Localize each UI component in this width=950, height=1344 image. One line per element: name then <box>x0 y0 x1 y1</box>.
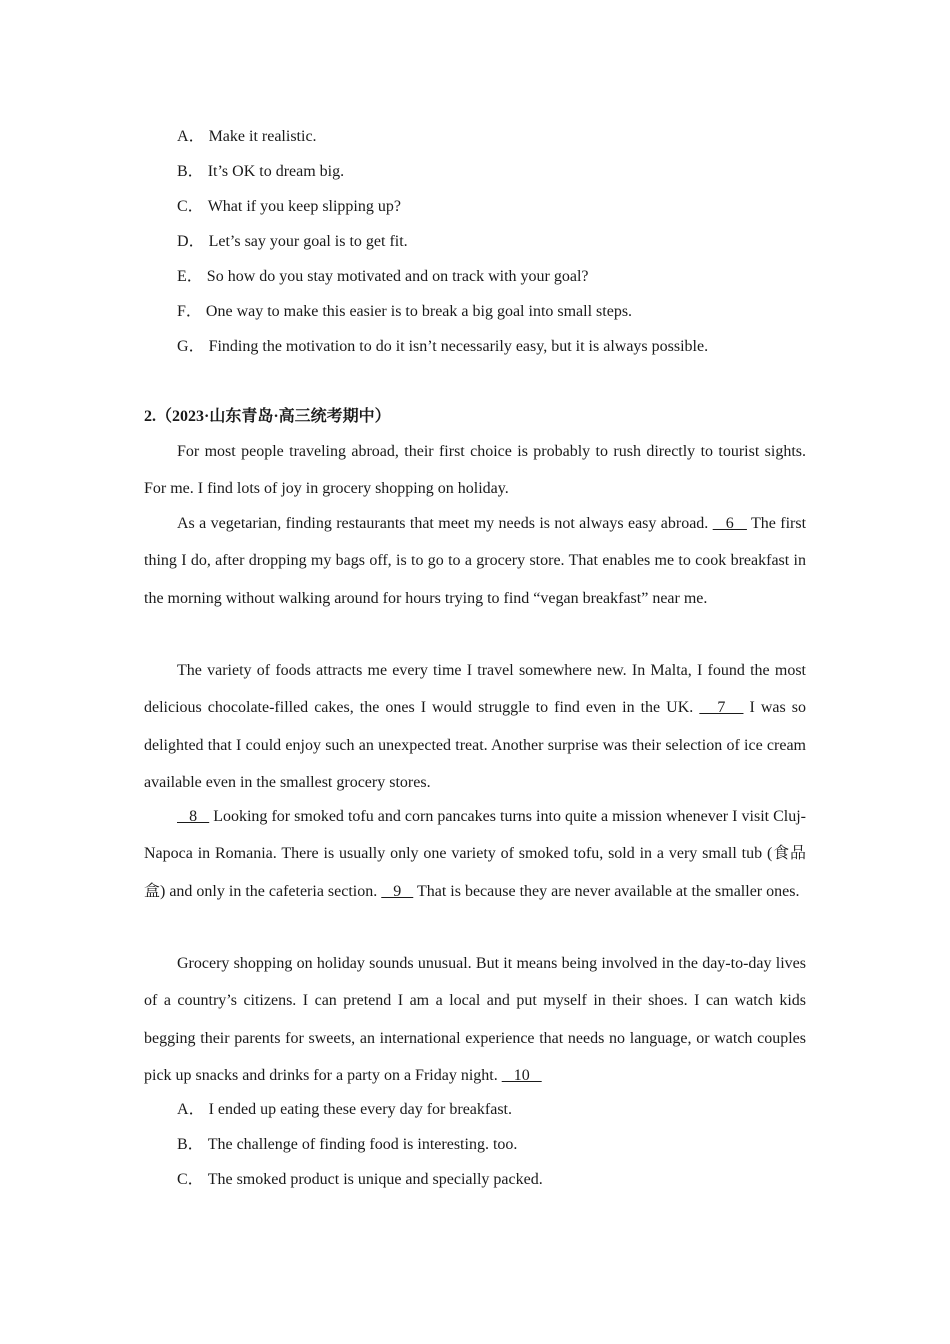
paragraph-text: The variety of foods attracts me every time I travel somewhere new. In Malta, I found the most delicious chocolate-filled cakes, the ones I would struggle to find even in the UK. <box>144 662 806 717</box>
option-text: So how do you stay motivated and on track with your goal? <box>206 268 589 285</box>
blank-7: 7 <box>699 699 744 717</box>
option-separator: ． <box>188 128 205 145</box>
paragraph-5 <box>144 945 806 1094</box>
option-a <box>177 127 317 147</box>
option-letter: B <box>177 1136 188 1153</box>
option-letter: A <box>177 128 189 145</box>
paragraph-2 <box>144 505 806 617</box>
paragraph-text: The first thing I do, after dropping my bags off, is to go to a grocery store. That enables me to cook breakfast in the morning without walking around for hours trying to find “vegan breakfast” near me. <box>144 515 807 607</box>
blank-10: 10 <box>501 1066 542 1084</box>
option-b <box>177 162 344 182</box>
paragraph-text: Looking for smoked tofu and corn pancakes turns into quite a mission whenever I visit Cluj-Napoca in Romania. There is usually only one variety of smoked tofu, sold in a very small tub (食品盒) and only in the cafeteria section. <box>144 808 807 900</box>
paragraph-text: That is because they are never available at the smaller ones. <box>413 882 800 900</box>
paragraph-text: As a vegetarian, finding restaurants that meet my needs is not always easy abroad. <box>177 515 713 532</box>
option-f <box>177 302 632 322</box>
option-separator: ． <box>188 233 205 250</box>
blank-6: 6 <box>712 515 747 532</box>
option-letter: D <box>177 233 189 250</box>
option-text: The smoked product is unique and specially packed. <box>207 1171 543 1188</box>
option-text: Make it realistic. <box>208 128 317 145</box>
q2-option-b <box>177 1135 517 1155</box>
option-text: One way to make this easier is to break a big goal into small steps. <box>205 303 633 320</box>
paragraph-text: For most people traveling abroad, their first choice is probably to rush directly to tourist sights. For me. I find lots of joy in grocery shopping on holiday. <box>144 443 806 498</box>
option-separator: ． <box>187 198 204 215</box>
option-separator: ． <box>185 303 202 320</box>
option-e <box>177 267 589 287</box>
option-g <box>177 337 708 357</box>
option-text: Let’s say your goal is to get fit. <box>208 233 408 250</box>
paragraph-text: Grocery shopping on holiday sounds unusual. But it means being involved in the day-to-day lives of a country’s citizens. I can pretend I am a local and put myself in their shoes. I can watch kids begging their parents for sweets, an international experience that needs no language, or watch couples pick up snacks and drinks for a party on a Friday night. <box>144 955 806 1084</box>
option-text: I ended up eating these every day for breakfast. <box>208 1101 512 1118</box>
option-c <box>177 197 401 217</box>
paragraph-text: I was so delighted that I could enjoy such an unexpected treat. Another surprise was their selection of ice cream available even in the smallest grocery stores. <box>144 699 806 791</box>
paragraph-4 <box>144 798 806 910</box>
option-letter: E <box>177 268 187 285</box>
blank-9: 9 <box>381 882 414 900</box>
option-text: What if you keep slipping up? <box>207 198 401 215</box>
option-separator: ． <box>187 1171 204 1188</box>
option-letter: C <box>177 198 188 215</box>
q2-option-c <box>177 1170 543 1190</box>
option-letter: F <box>177 303 186 320</box>
option-separator: ． <box>188 338 205 355</box>
paragraph-1 <box>144 433 806 508</box>
option-letter: C <box>177 1171 188 1188</box>
option-letter: A <box>177 1101 189 1118</box>
q2-option-a <box>177 1100 512 1120</box>
option-letter: G <box>177 338 189 355</box>
option-separator: ． <box>187 163 204 180</box>
question-heading: 2.（2023·山东青岛·高三统考期中） <box>144 408 391 425</box>
paragraph-3 <box>144 652 806 801</box>
option-separator: ． <box>188 1101 205 1118</box>
option-separator: ． <box>186 268 203 285</box>
option-text: The challenge of finding food is interesting. too. <box>207 1136 518 1153</box>
option-text: Finding the motivation to do it isn’t necessarily easy, but it is always possible. <box>208 338 709 355</box>
blank-8: 8 <box>177 808 210 825</box>
option-letter: B <box>177 163 188 180</box>
option-text: It’s OK to dream big. <box>207 163 345 180</box>
option-separator: ． <box>187 1136 204 1153</box>
option-d <box>177 232 408 252</box>
